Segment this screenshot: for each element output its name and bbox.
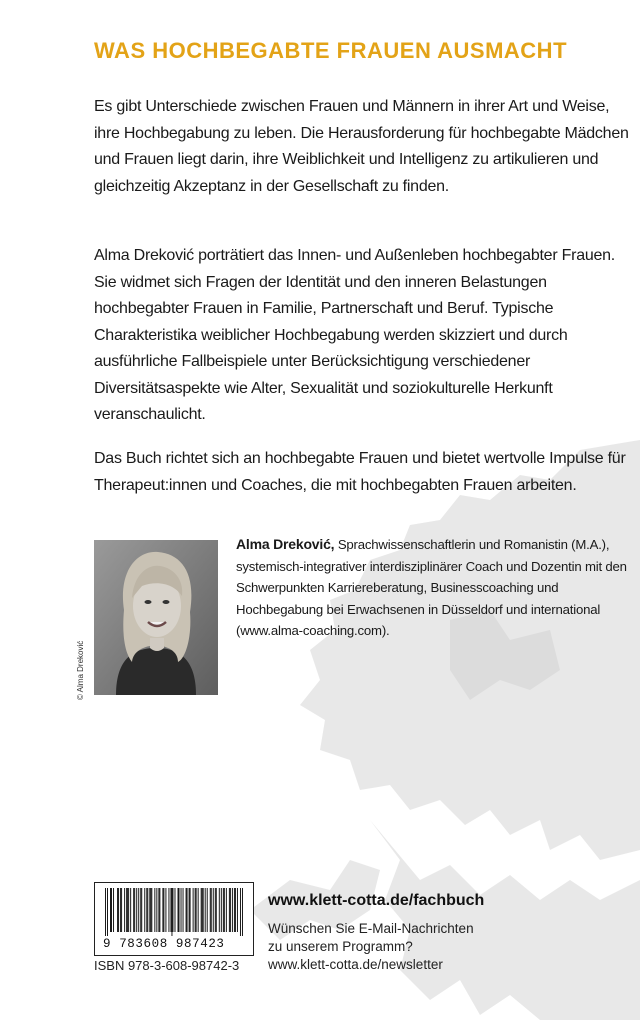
- barcode-bar: [203, 888, 204, 932]
- barcode-bar: [130, 888, 131, 932]
- barcode-bar: [168, 888, 169, 932]
- barcode-bar: [138, 888, 139, 932]
- barcode-bar: [190, 888, 191, 932]
- barcode-bar: [165, 888, 166, 932]
- barcode-bar: [147, 888, 148, 932]
- barcode-bar: [144, 888, 145, 932]
- barcode-bar: [196, 888, 197, 932]
- barcode-bar: [175, 888, 176, 932]
- barcode-bar: [230, 888, 231, 932]
- barcode-bar: [154, 888, 155, 932]
- barcode-bar: [149, 888, 150, 932]
- newsletter-info: [268, 920, 528, 974]
- barcode-bar: [237, 888, 238, 932]
- newsletter-line-1: Wünschen Sie E-Mail-Nachrichten: [268, 921, 474, 936]
- blurb-paragraph-2: Alma Dreković porträtiert das Innen- und Außenleben hochbegabter Frauen. Sie widmet sich Fragen der Identität und den inneren Belastungen hochbegabter Frauen in Familie, Partnerschaft und Beruf. Typische Charakteristika weiblicher Hochbegabung werden skizziert und durch ausführliche Fallbeispiele unter Berücksichtigung verschiedener Diversitätsaspekte wie Alter, Sexualität und soziokulturelle Herkunft veranschaulicht.: [94, 247, 615, 423]
- barcode-bar: [186, 888, 187, 932]
- barcode-bar: [124, 888, 125, 932]
- barcode-bar: [232, 888, 233, 932]
- barcode-bar: [126, 888, 127, 932]
- barcode-bar: [141, 888, 142, 932]
- barcode-bar: [179, 888, 180, 932]
- barcode-bar: [170, 888, 171, 932]
- barcode-bar: [181, 888, 182, 932]
- barcode-bar: [189, 888, 190, 932]
- barcode-bar: [211, 888, 212, 932]
- barcode-bar: [134, 888, 135, 932]
- barcode-bar: [198, 888, 199, 932]
- barcode-bar: [178, 888, 179, 932]
- barcode-bar: [202, 888, 203, 932]
- barcode: [94, 882, 254, 956]
- barcode-bar: [133, 888, 134, 932]
- barcode-bar: [215, 888, 216, 932]
- barcode-bar: [183, 888, 184, 932]
- barcode-bar: [105, 888, 106, 936]
- barcode-bar: [118, 888, 119, 932]
- barcode-bar: [121, 888, 122, 932]
- barcode-bar: [146, 888, 147, 932]
- barcode-bar: [128, 888, 129, 932]
- barcode-bar: [163, 888, 164, 932]
- barcode-bar: [234, 888, 235, 932]
- author-photo: [94, 540, 218, 695]
- barcode-bar: [240, 888, 241, 936]
- publisher-url-link[interactable]: www.klett-cotta.de/fachbuch: [268, 892, 485, 909]
- blurb-paragraph-1: Es gibt Unterschiede zwischen Frauen und Männern in ihrer Art und Weise, ihre Hochbegabung zu leben. Die Herausforderung für hochbegabte Mädchen und Frauen liegt darin, ihre Weiblichkeit und Intelligenz zu artikulieren und gleichzeitig Akzeptanz in der Gesellschaft zu finden.: [94, 98, 629, 195]
- barcode-bar: [224, 888, 225, 932]
- barcode-bar: [136, 888, 137, 932]
- isbn-number: ISBN 978-3-608-98742-3: [94, 958, 240, 973]
- barcode-bar: [213, 888, 214, 932]
- page-title: WAS HOCHBEGABTE FRAUEN AUSMACHT: [94, 38, 568, 63]
- barcode-bar: [150, 888, 151, 932]
- barcode-bar: [140, 888, 141, 932]
- barcode-bar: [195, 888, 196, 932]
- barcode-bar: [107, 888, 108, 936]
- barcode-bar: [229, 888, 230, 932]
- barcode-bar: [216, 888, 217, 932]
- barcode-bar: [223, 888, 224, 932]
- barcode-bar: [207, 888, 208, 932]
- barcode-bar: [156, 888, 157, 932]
- barcode-bar: [151, 888, 152, 932]
- barcode-digits: 9 783608 987423: [103, 937, 225, 951]
- barcode-bar: [172, 888, 173, 932]
- barcode-bar: [127, 888, 128, 932]
- barcode-bar: [117, 888, 118, 932]
- author-bio-text: Sprachwissenschaftlerin und Romanistin (M.A.), systemisch-integrativer interdisziplinärer Coach und Dozentin mit den Schwerpunkten Karriereberatung, Businesscoaching und Hochbegabung bei Erwachsenen in Düsseldorf und international (www.alma-coaching.com).: [236, 537, 627, 638]
- barcode-bar: [111, 888, 112, 932]
- barcode-bar: [201, 888, 202, 932]
- newsletter-line-2: zu unserem Programm?: [268, 939, 413, 954]
- barcode-bar: [120, 888, 121, 932]
- barcode-bar: [113, 888, 114, 932]
- barcode-bar: [158, 888, 159, 932]
- barcode-bar: [205, 888, 206, 932]
- barcode-bar: [159, 888, 160, 932]
- barcode-bar: [187, 888, 188, 932]
- barcode-bar: [171, 888, 172, 936]
- photo-credit: © Alma Dreković: [76, 640, 85, 700]
- author-bio: [236, 534, 636, 642]
- newsletter-url-link[interactable]: www.klett-cotta.de/newsletter: [268, 957, 443, 972]
- barcode-bar: [242, 888, 243, 936]
- barcode-bar: [235, 888, 236, 932]
- barcode-bar: [219, 888, 220, 932]
- barcode-bar: [226, 888, 227, 932]
- author-name: Alma Dreković,: [236, 536, 335, 552]
- barcode-bar: [210, 888, 211, 932]
- barcode-bar: [193, 888, 194, 932]
- blurb-paragraph-3: Das Buch richtet sich an hochbegabte Frauen und bietet wertvolle Impulse für Therapeut:innen und Coaches, die mit hochbegabten Frauen arbeiten.: [94, 450, 626, 494]
- barcode-bar: [162, 888, 163, 932]
- barcode-bar: [221, 888, 222, 932]
- barcode-bars: [105, 888, 243, 936]
- barcode-bar: [110, 888, 111, 932]
